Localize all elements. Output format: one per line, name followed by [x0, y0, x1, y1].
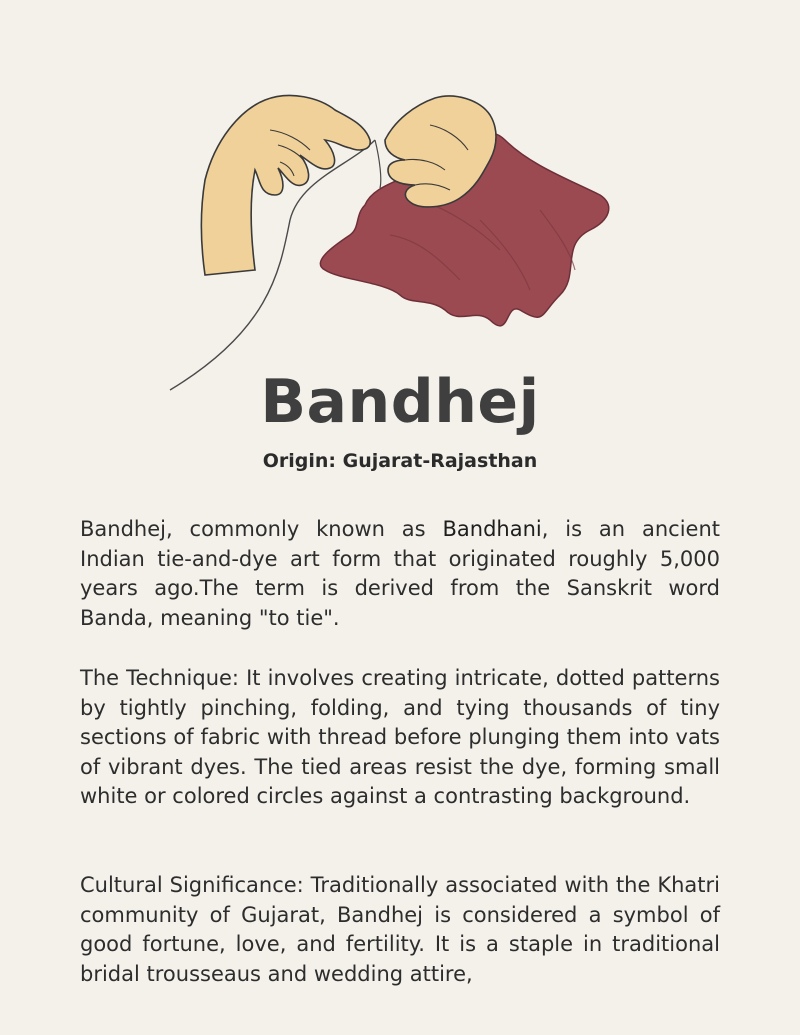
intro-paragraph	[80, 515, 720, 633]
hands-tying-fabric-illustration	[160, 70, 630, 400]
page-title: Bandhej	[260, 367, 540, 437]
origin-subtitle: Origin: Gujarat-Rajasthan	[262, 450, 538, 472]
bandhani-term: Bandhani	[442, 517, 542, 541]
intro-text-end: , is an ancient Indian tie-and-dye art form that originated roughly 5,000 years ago.The term is derived from the Sanskrit word Banda, meaning "to tie".	[80, 517, 720, 630]
intro-text-start: Bandhej, commonly known as	[80, 517, 443, 541]
cultural-significance-paragraph: Cultural Significance: Traditionally associated with the Khatri community of Gujarat, Bandhej is considered a symbol of good fortune, love, and fertility. It is a staple in traditional bridal trousseaus and wedding attire,	[80, 873, 720, 986]
technique-paragraph: The Technique: It involves creating intricate, dotted patterns by tightly pinching, folding, and tying thousands of tiny sections of fabric with thread before plunging them into vats of vibrant dyes. The tied areas resist the dye, forming small white or colored circles against a contrasting background.	[80, 666, 720, 809]
